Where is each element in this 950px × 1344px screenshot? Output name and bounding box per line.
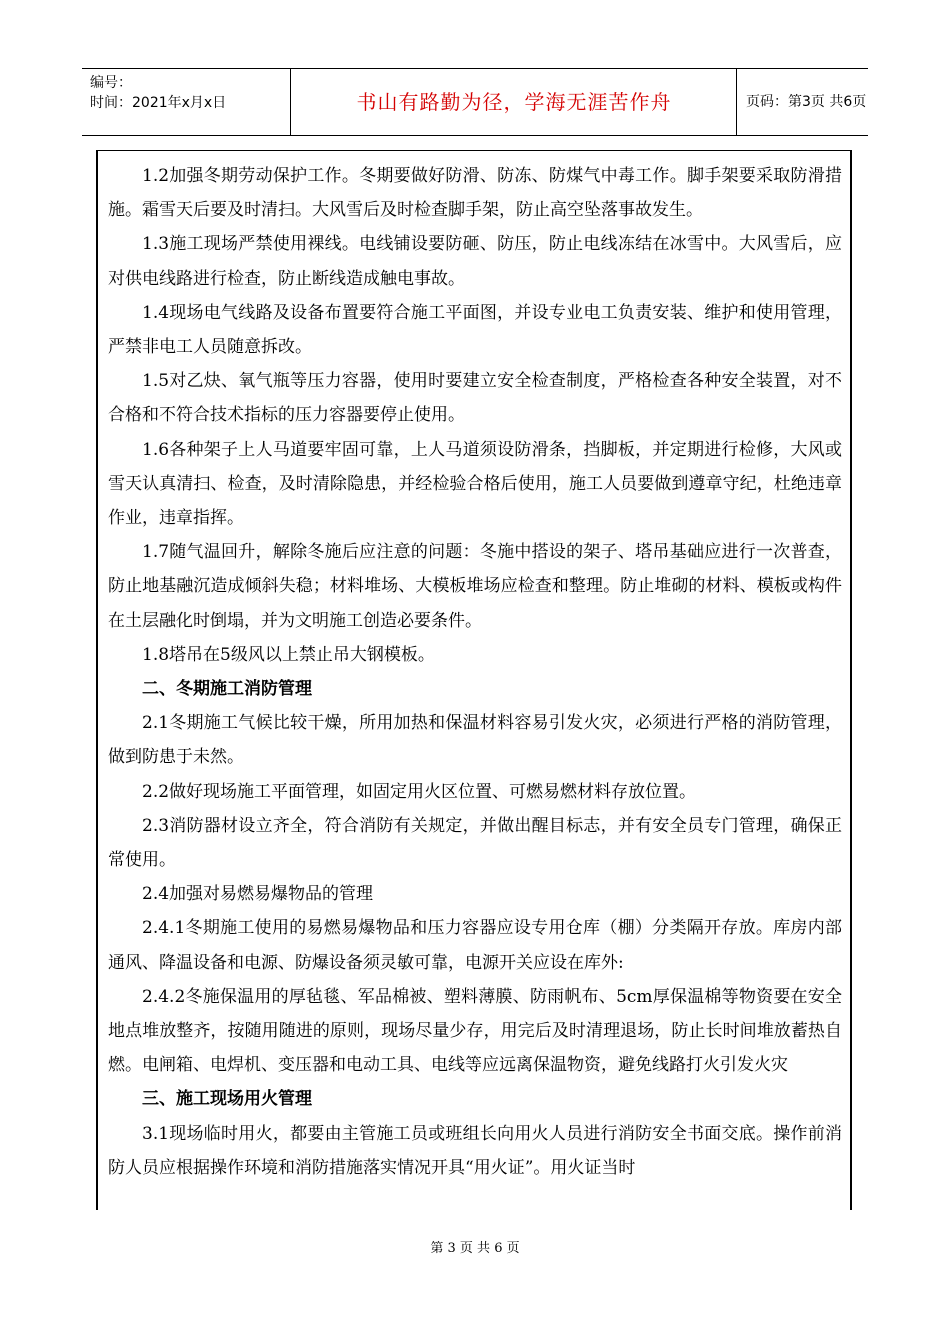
paragraph: 1.7随气温回升，解除冬施后应注意的问题：冬施中搭设的架子、塔吊基础应进行一次普查，防止地基融沉造成倾斜失稳；材料堆场、大模板堆场应检查和整理。防止堆砌的材料、模板或构件在土层融化时倒塌，并为文明施工创造必要条件。 (108, 542, 842, 631)
paragraph: 2.2做好现场施工平面管理，如固定用火区位置、可燃易燃材料存放位置。 (142, 781, 697, 802)
paragraph: 1.8塔吊在5级风以上禁止吊大钢模板。 (142, 644, 435, 665)
paragraph: 1.6各种架子上人马道要牢固可靠，上人马道须设防滑条，挡脚板，并定期进行检修，大风或雪天认真清扫、检查，及时清除隐患，并经检验合格后使用，施工人员要做到遵章守纪，杜绝违章作业，违章指挥。 (108, 439, 842, 529)
doc-number-label: 编号： (90, 75, 132, 91)
body-text (108, 159, 842, 1185)
section-heading: 三、施工现场用火管理 (142, 1089, 312, 1110)
paragraph: 1.5对乙炔、氧气瓶等压力容器，使用时要建立安全检查制度，严格检查各种安全装置，对不合格和不符合技术指标的压力容器要停止使用。 (108, 371, 842, 426)
header-meta (90, 73, 290, 113)
paragraph: 2.4.2冬施保温用的厚毡毯、军品棉被、塑料薄膜、防雨帆布、5cm厚保温棉等物资要在安全地点堆放整齐，按随用随进的原则，现场尽量少存，用完后及时清理退场，防止长时间堆放蓄热自燃。电闸箱、电焊机、变压器和电动工具、电线等应远离保温物资，避免线路打火引发火灾 (108, 986, 842, 1076)
date-label: 时间：2021年x月x日 (90, 95, 227, 111)
paragraph: 3.1现场临时用火，都要由主管施工员或班组长向用火人员进行消防安全书面交底。操作前消防人员应根据操作环境和消防措施落实情况开具“用火证”。用火证当时 (108, 1123, 842, 1178)
paragraph: 1.3施工现场严禁使用裸线。电线铺设要防砸、防压，防止电线冻结在冰雪中。大风雪后，应对供电线路进行检查，防止断线造成触电事故。 (108, 234, 842, 289)
content-box (96, 150, 852, 1210)
page-footer: 第 3 页 共 6 页 (430, 1241, 520, 1256)
page-header (82, 68, 868, 136)
paragraph: 2.3消防器材设立齐全，符合消防有关规定，并做出醒目标志，并有安全员专门管理，确保正常使用。 (108, 815, 842, 871)
header-divider (290, 69, 291, 135)
paragraph: 1.2加强冬期劳动保护工作。冬期要做好防滑、防冻、防煤气中毒工作。脚手架要采取防滑措施。霜雪天后要及时清扫。大风雪后及时检查脚手架，防止高空坠落事故发生。 (108, 166, 842, 221)
paragraph: 2.4.1冬期施工使用的易燃易爆物品和压力容器应设专用仓库（棚）分类隔开存放。库房内部通风、降温设备和电源、防爆设备须灵敏可靠，电源开关应设在库外: (108, 918, 842, 973)
section-heading: 二、冬期施工消防管理 (142, 679, 312, 700)
header-slogan: 书山有路勤为径，学海无涯苦作舟 (356, 90, 672, 114)
paragraph: 2.1冬期施工气候比较干燥，所用加热和保温材料容易引发火灾，必须进行严格的消防管理，做到防患于未然。 (108, 713, 842, 768)
paragraph: 2.4加强对易燃易爆物品的管理 (142, 884, 374, 905)
header-divider (736, 69, 737, 135)
paragraph: 1.4现场电气线路及设备布置要符合施工平面图，并设专业电工负责安装、维护和使用管理，严禁非电工人员随意拆改。 (108, 302, 842, 358)
header-page-number: 页码：第3页 共6页 (746, 94, 867, 110)
